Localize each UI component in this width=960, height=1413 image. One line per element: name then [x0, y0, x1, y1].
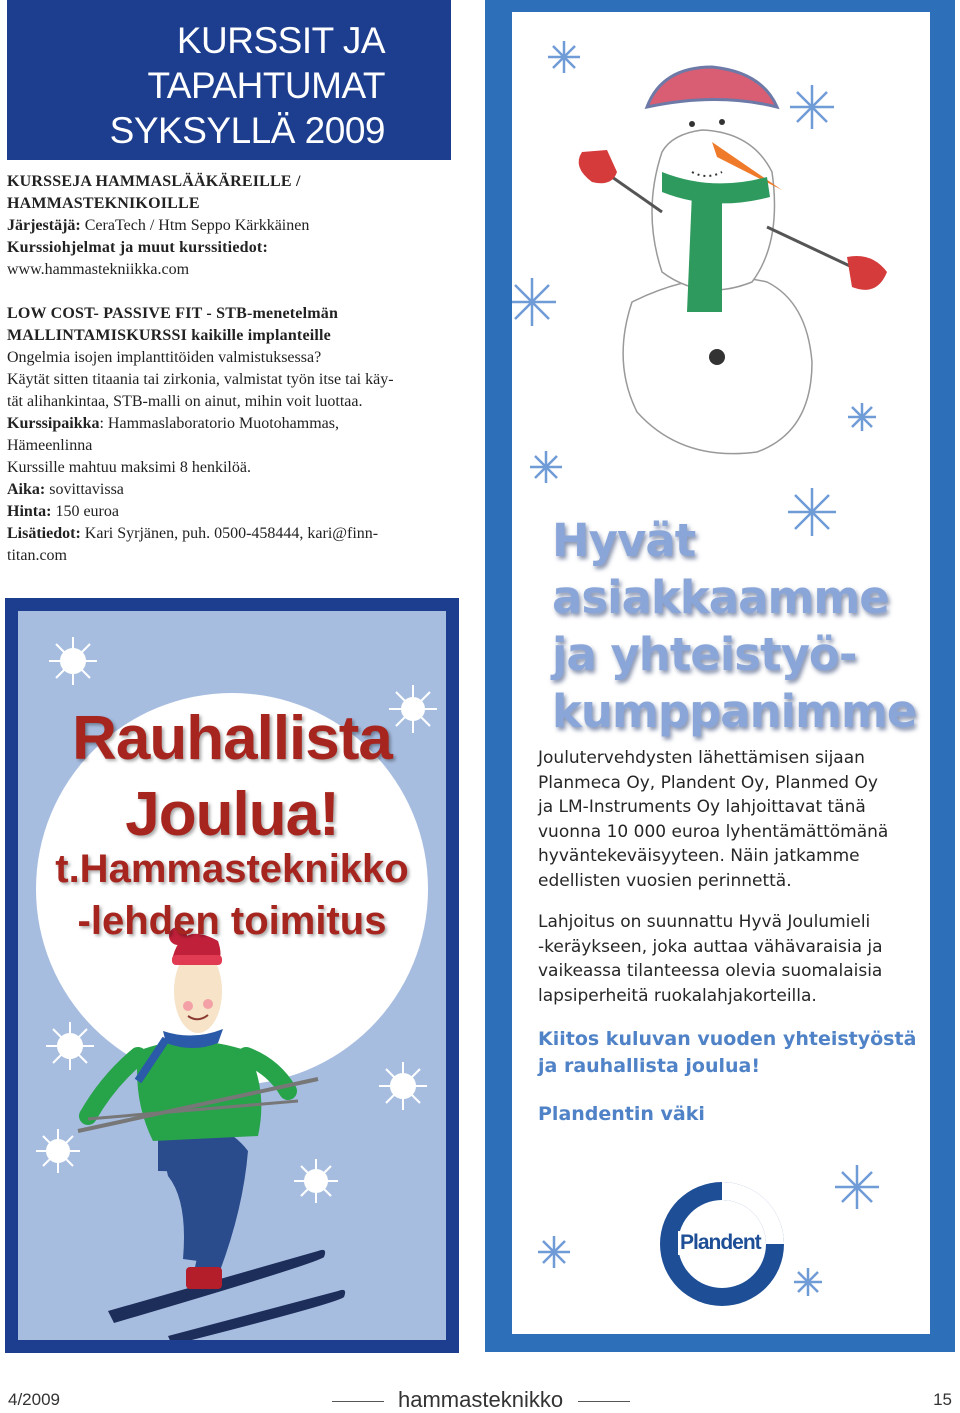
greeting-line-1: Rauhallista	[72, 704, 392, 773]
p1-line-1: Joulutervehdysten lähettämisen sijaan	[538, 748, 865, 768]
greeting-line-4: -lehden toimitus	[77, 899, 387, 943]
course2-info	[7, 523, 457, 545]
p2-line-4: lapsiperheitä ruokalahjakorteilla.	[538, 985, 817, 1006]
heading-line-1: Hyvät	[552, 514, 696, 567]
p2-line-1: Lahjoitus on suunnattu Hyvä Joulumieli	[538, 912, 871, 932]
p2-line-2: -keräykseen, joka auttaa vähävaraisia ja	[538, 936, 883, 957]
plandent-paragraph-1	[538, 746, 928, 893]
course1-organizer	[7, 215, 457, 237]
course2-capacity: Kurssille mahtuu maksimi 8 henkilöä.	[7, 459, 251, 476]
course1-url-link[interactable]: www.hammastekniikka.com	[7, 261, 190, 278]
course2-time	[7, 479, 457, 501]
courses-column	[7, 171, 457, 567]
place-label: Kurssipaikka	[7, 415, 100, 432]
greeting-line-2: Joulua!	[125, 780, 339, 849]
plandent-signature: Plandentin väki	[538, 1103, 705, 1125]
course2-heading-line1: LOW COST- PASSIVE FIT - STB-menetelmän	[7, 305, 339, 322]
plandent-paragraph-2	[538, 910, 928, 1008]
organizer-value: CeraTech / Htm Seppo Kärkkäinen	[80, 217, 310, 234]
header-title-line-1: KURSSIT JA	[176, 20, 385, 61]
heading-line-2: asiakkaamme	[552, 571, 889, 624]
snowman-icon	[579, 67, 887, 454]
time-label: Aika:	[7, 481, 46, 498]
section-header-box	[7, 0, 451, 160]
course1-program-label: Kurssiohjelmat ja muut kurssitiedot:	[7, 239, 268, 256]
info-value: Kari Syrjänen, puh. 0500-458444, kari@finn-	[80, 525, 379, 542]
p1-line-2: Planmeca Oy, Plandent Oy, Planmed Oy	[538, 772, 878, 793]
heading-line-4: kumppanimme	[552, 685, 917, 738]
course2-heading-line2: MALLINTAMISKURSSI kaikille implanteille	[7, 327, 331, 344]
plandent-thanks	[538, 1026, 928, 1080]
course2-desc-line3: tät alihankintaa, STB-malli on ainut, mihin voit luottaa.	[7, 393, 363, 410]
magazine-name: hammasteknikko	[398, 1387, 564, 1412]
info-label: Lisätiedot:	[7, 525, 81, 542]
heading-line-3: ja yhteistyö-	[552, 628, 857, 681]
p1-line-5: hyväntekeväisyyteen. Näin jatkamme	[538, 846, 860, 866]
p1-line-6: edellisten vuosien perinnettä.	[538, 870, 792, 891]
greeting-line-3: t.Hammasteknikko	[55, 847, 409, 891]
page-footer	[0, 1380, 960, 1410]
p1-line-3: ja LM-Instruments Oy lahjoittavat tänä	[538, 797, 866, 817]
course2-desc-line2: Käytät sitten titaania tai zirkonia, valmistat työn itse tai käy-	[7, 371, 394, 388]
course1-heading-line1: KURSSEJA HAMMASLÄÄKÄREILLE /	[7, 173, 301, 190]
header-title-line-3: SYKSYLLÄ 2009	[109, 110, 385, 151]
thanks-line-2: ja rauhallista joulua!	[538, 1055, 760, 1077]
price-label: Hinta:	[7, 503, 52, 520]
page-number: 15	[933, 1390, 952, 1409]
course2-desc-line1: Ongelmia isojen implanttitöiden valmistuksessa?	[7, 349, 322, 366]
course2-place-city: Hämeenlinna	[7, 437, 93, 454]
plandent-logo-text: Plandent	[680, 1231, 761, 1254]
time-value: sovittavissa	[45, 481, 124, 498]
plandent-greeting-card	[485, 0, 955, 1352]
price-value: 150 euroa	[51, 503, 119, 520]
footer-rule-right	[578, 1401, 630, 1402]
christmas-card-inner	[18, 611, 446, 1340]
plandent-heading	[552, 512, 916, 740]
thanks-line-1: Kiitos kuluvan vuoden yhteistyöstä	[538, 1028, 917, 1050]
p1-line-4: vuonna 10 000 euroa lyhentämättömänä	[538, 821, 889, 842]
organizer-label: Järjestäjä:	[7, 217, 81, 234]
course1-heading-line2: HAMMASTEKNIKOILLE	[7, 195, 200, 212]
header-title-line-2: TAPAHTUMAT	[147, 65, 385, 106]
issue-number: 4/2009	[8, 1390, 60, 1409]
course2-price	[7, 501, 457, 523]
christmas-greeting-card	[5, 598, 459, 1353]
footer-rule-left	[332, 1401, 384, 1402]
place-value: : Hammaslaboratorio Muotohammas,	[99, 415, 339, 432]
p2-line-3: vaikeassa tilanteessa olevia suomalaisia	[538, 961, 883, 981]
plandent-card-inner	[512, 12, 930, 1334]
course2-place	[7, 413, 457, 435]
course2-info-cont: titan.com	[7, 547, 67, 564]
